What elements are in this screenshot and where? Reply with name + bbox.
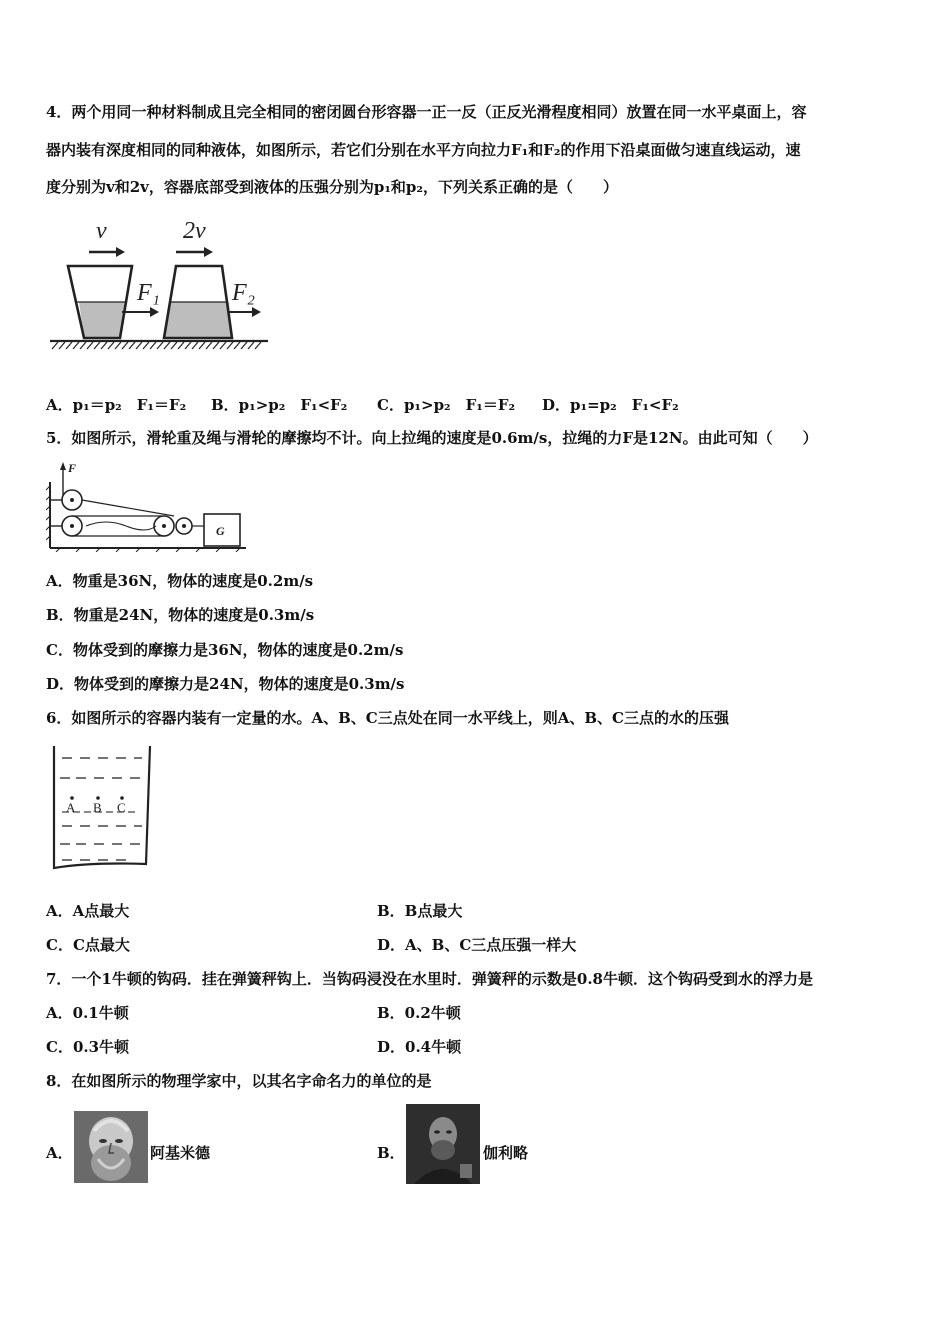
- q8-archimedes-portrait-image: [74, 1111, 148, 1183]
- q6-stem: 6．如图所示的容器内装有一定量的水。A、B、C三点处在同一水平线上，则A、B、C三点的水的压强: [46, 709, 729, 727]
- q5-figure-pulley-system: [46, 458, 248, 552]
- q6-option-a[interactable]: A．A点最大: [46, 902, 130, 920]
- q8-option-b-name[interactable]: 伽利略: [483, 1144, 529, 1162]
- q7-option-b[interactable]: B．0.2牛顿: [377, 1004, 461, 1022]
- q7-option-a[interactable]: A．0.1牛顿: [46, 1004, 129, 1022]
- q5-option-c[interactable]: C．物体受到的摩擦力是36N，物体的速度是0.2m/s: [46, 641, 404, 659]
- q4-velocity-2v-label: 2v: [183, 218, 206, 244]
- q7-option-d[interactable]: D．0.4牛顿: [377, 1038, 462, 1056]
- q5-block-g-label: G: [216, 524, 225, 538]
- q7-option-c[interactable]: C．0.3牛顿: [46, 1038, 130, 1056]
- q4-stem-line-2: 器内装有深度相同的同种液体，如图所示，若它们分别在水平方向拉力F₁和F₂的作用下沿桌面做匀速直线运动，速: [46, 141, 801, 159]
- q4-force-f2-label: F₂: [232, 280, 256, 306]
- q4-stem-line-1: 4．两个用同一种材料制成且完全相同的密闭圆台形容器一正一反（正反光滑程度相同）放置在同一水平桌面上，容: [46, 103, 807, 121]
- q4-option-d[interactable]: D．p₁=p₂ F₁<F₂: [542, 396, 679, 414]
- q5-option-b[interactable]: B．物重是24N，物体的速度是0.3m/s: [46, 606, 315, 624]
- q4-option-c[interactable]: C．p₁>p₂ F₁＝F₂: [377, 396, 516, 414]
- q8-stem: 8．在如图所示的物理学家中，以其名字命名力的单位的是: [46, 1072, 432, 1090]
- q5-option-d[interactable]: D．物体受到的摩擦力是24N，物体的速度是0.3m/s: [46, 675, 405, 693]
- q8-option-a-name[interactable]: 阿基米德: [150, 1144, 211, 1162]
- q7-stem: 7．一个1牛顿的钩码．挂在弹簧秤钩上．当钩码浸没在水里时．弹簧秤的示数是0.8牛顿．这个钩码受到水的浮力是: [46, 970, 813, 988]
- q5-stem: 5．如图所示，滑轮重及绳与滑轮的摩擦均不计。向上拉绳的速度是0.6m/s，拉绳的力F是12N。由此可知（ ）: [46, 429, 818, 447]
- q4-option-a[interactable]: A．p₁＝p₂ F₁＝F₂: [46, 396, 187, 414]
- q6-figure-water-container: [50, 744, 156, 874]
- q8-option-b-letter[interactable]: B．: [377, 1144, 405, 1162]
- q6-point-c-label: C: [117, 800, 126, 815]
- q4-stem-line-3: 度分别为v和2v，容器底部受到液体的压强分别为p₁和p₂，下列关系正确的是（ ）: [46, 178, 618, 196]
- q4-velocity-v-label: v: [96, 218, 107, 244]
- q6-point-a-label: A: [66, 800, 76, 815]
- q6-option-b[interactable]: B．B点最大: [377, 902, 463, 920]
- q4-force-f1-label: F₁: [137, 280, 161, 306]
- q4-figure-containers: [46, 210, 272, 355]
- q4-option-b[interactable]: B．p₁>p₂ F₁<F₂: [211, 396, 348, 414]
- q6-option-d[interactable]: D．A、B、C三点压强一样大: [377, 936, 577, 954]
- q8-galileo-portrait-image: [406, 1104, 480, 1184]
- q5-option-a[interactable]: A．物重是36N，物体的速度是0.2m/s: [46, 572, 314, 590]
- q5-force-f-label: F: [68, 461, 77, 475]
- q8-option-a-letter[interactable]: A．: [46, 1144, 73, 1162]
- q6-point-b-label: B: [93, 800, 102, 815]
- q6-option-c[interactable]: C．C点最大: [46, 936, 130, 954]
